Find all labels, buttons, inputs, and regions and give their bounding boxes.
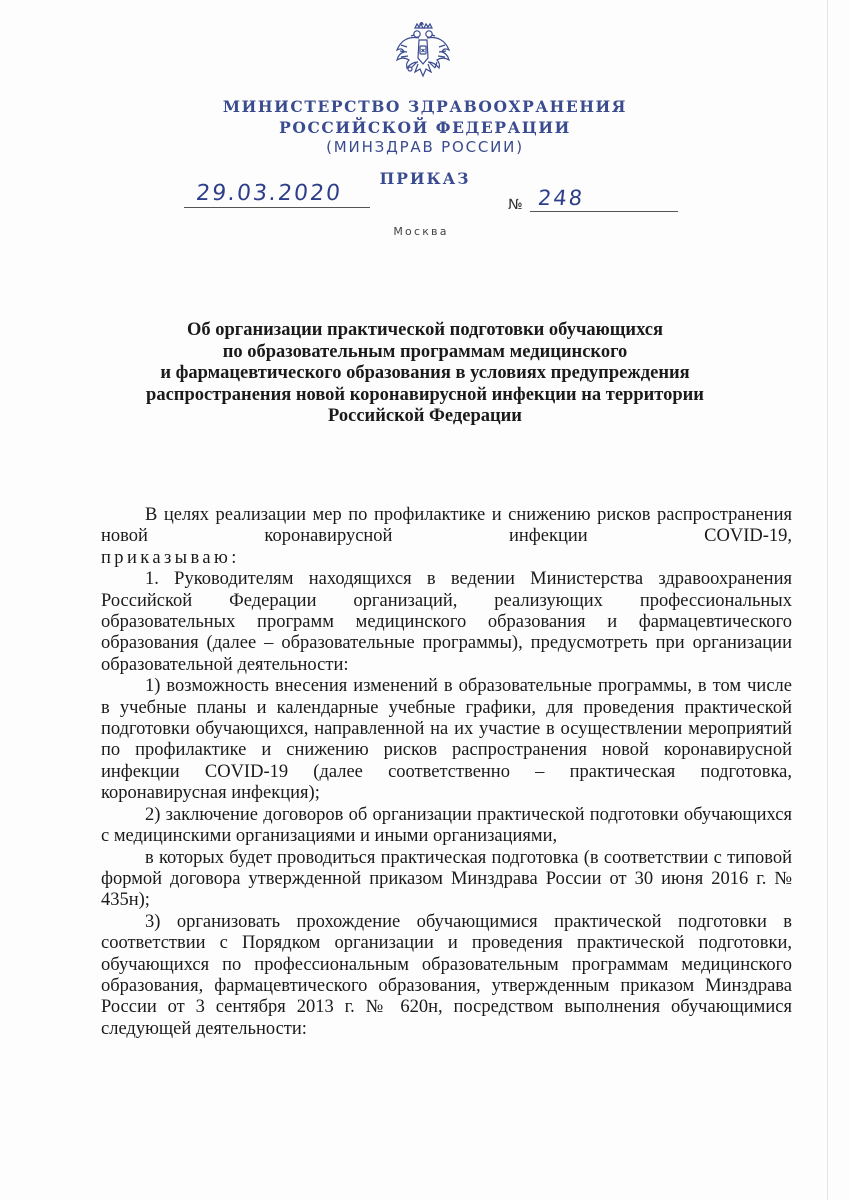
title-line: распространения новой коронавирусной инфекции на территории bbox=[146, 384, 704, 405]
title-line: и фармацевтического образования в условиях предупреждения bbox=[160, 363, 690, 383]
document-body bbox=[101, 505, 792, 1040]
paragraph-1: 1. Руководителям находящихся в ведении Министерства здравоохранения Российской Федерации организаций, реализующих профессиональных образовательных программ медицинского образования и фармацевтического образования (далее – образовательные программы), предусмотреть при организации образовательной деятельности: bbox=[101, 569, 792, 675]
order-heading: ПРИКАЗ bbox=[379, 169, 471, 188]
date-underline bbox=[184, 207, 370, 208]
city: Москва bbox=[393, 225, 449, 238]
order-date: 29.03.2020 bbox=[194, 181, 344, 206]
ministry-name-line-1: МИНИСТЕРСТВО ЗДРАВООХРАНЕНИЯ bbox=[222, 97, 628, 116]
title-line: Об организации практической подготовки обучающихся bbox=[186, 320, 664, 340]
paragraph-1-1: 1) возможность внесения изменений в образовательные программы, в том числе в учебные планы и календарные учебные графики, для проведения практической подготовки обучающихся, направленной на их участие в осуществлении мероприятий по профилактике и снижению рисков распространения новой коронавирусной инфекции COVID-19 (далее соответственно – практическая подготовка, коронавирусная инфекция); bbox=[101, 676, 792, 804]
ministry-short-name: (МИНЗДРАВ РОССИИ) bbox=[326, 138, 524, 156]
paragraph-1-2: 2) заключение договоров об организации практической подготовки обучающихся с медицинскими организациями и иными организациями, bbox=[101, 804, 792, 847]
intro-paragraph: В целях реализации мер по профилактике и снижению рисков распространения новой коронавирусной инфекции COVID-19, bbox=[101, 505, 792, 547]
number-underline bbox=[530, 211, 678, 212]
title-line: по образовательным программам медицинского bbox=[222, 341, 628, 362]
order-number-label: № bbox=[508, 197, 523, 213]
ministry-name-line-2: РОССИЙСКОЙ ФЕДЕРАЦИИ bbox=[279, 118, 571, 137]
order-number: 248 bbox=[536, 186, 586, 210]
russian-coat-of-arms-icon bbox=[393, 22, 453, 84]
document-title bbox=[120, 320, 730, 428]
title-line: Российской Федерации bbox=[328, 406, 522, 426]
order-word bbox=[101, 548, 792, 569]
paragraph-1-2-continuation: в которых будет проводиться практическая подготовка (в соответствии с типовой формой договора утвержденной приказом Минздрава России от 30 июня 2016 г. № 435н); bbox=[101, 847, 792, 911]
paragraph-1-3: 3) организовать прохождение обучающимися практической подготовки в соответствии с Порядком организации и проведения практической подготовки, обучающихся по профессиональным образовательным программам медицинского образования, фармацевтического образования, утвержденным приказом Минздрава России от 3 сентября 2013 г. № 620н, посредством выполнения обучающимися следующей деятельности: bbox=[101, 911, 792, 1039]
order-word-text: приказываю: bbox=[101, 547, 240, 568]
